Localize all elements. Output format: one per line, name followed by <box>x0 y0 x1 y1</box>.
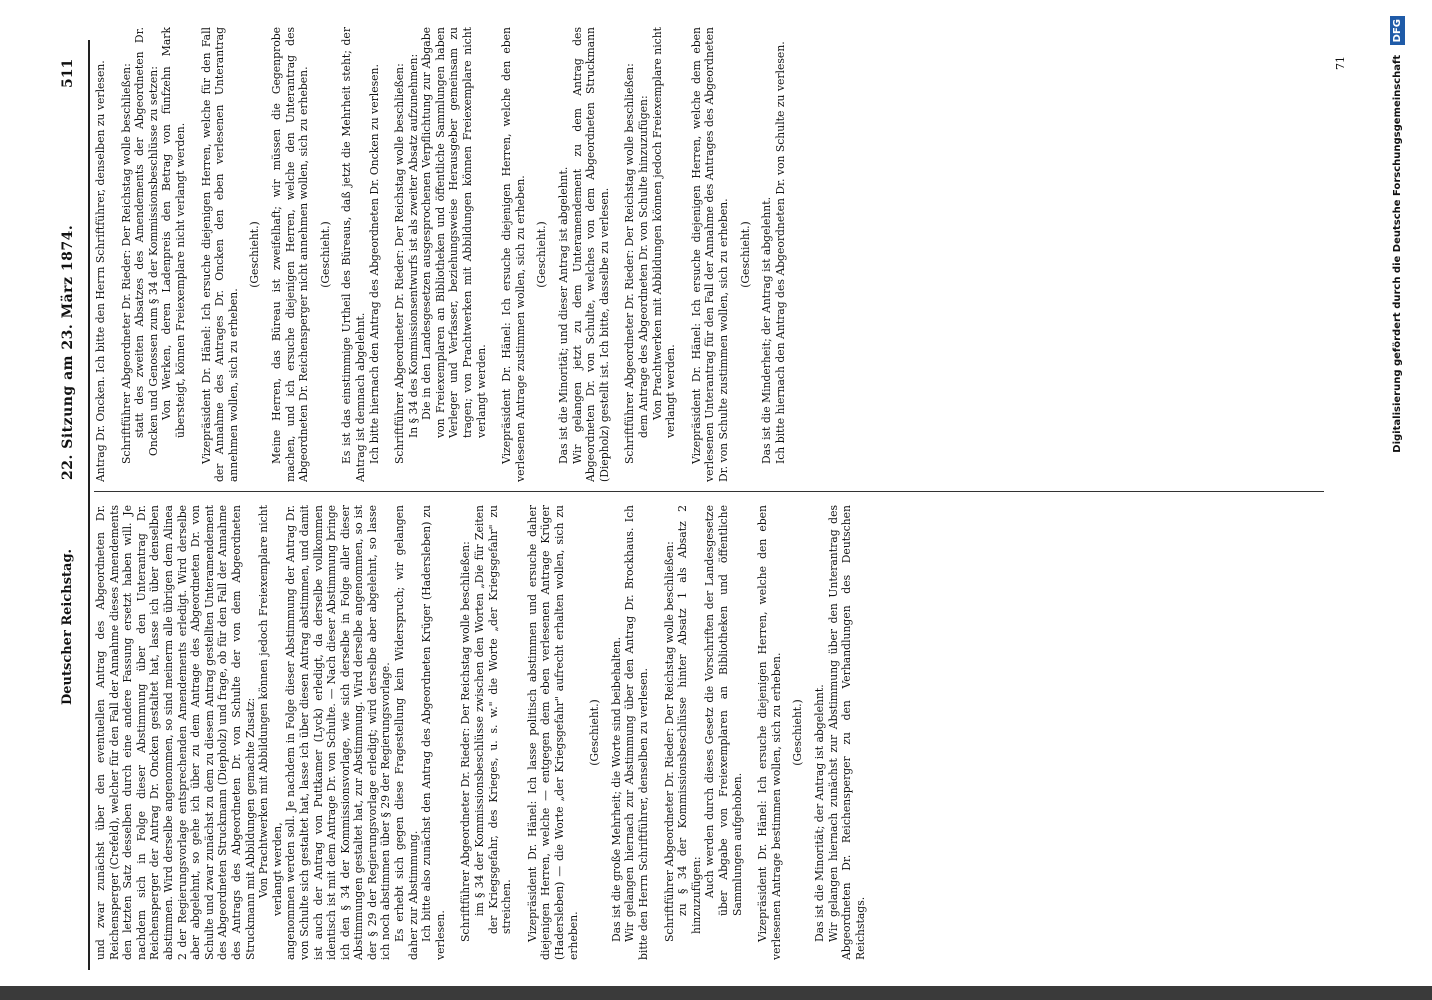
quoted-amendment: statt des zweiten Absatzes des Amendements der Abgeordneten Dr. Oncken und Genossen zum § 34 der Kommissionsbeschlüsse zu setzen: <box>133 27 160 456</box>
paragraph: Antrag Dr. Oncken. Ich bitte den Herrn Schriftführer, denselben zu verlesen. <box>94 60 107 482</box>
quoted-amendment: In § 34 des Kommissionsentwurfs ist als zweiter Absatz aufzunehmen: <box>406 53 420 438</box>
paragraph: Wir gelangen hiernach zunächst zur Abstimmung über den Unterantrag des Abgeordneten Dr. Reichensperger zu den Verhandlungen des Deutschen Reichstags. <box>826 505 867 960</box>
speaker-paragraph: Schriftführer Abgeordneter Dr. Rieder: Der Reichstag wolle beschließen: <box>119 63 133 464</box>
signature-mark: 71 <box>1334 56 1347 70</box>
speaker-paragraph: Schriftführer Abgeordneter Dr. Rieder: Der Reichstag wolle beschließen: <box>623 63 637 464</box>
quoted-amendment: zu § 34 der Kommissionsbeschlüsse hinter Absatz 1 als Absatz 2 hinzuzufügen: <box>676 505 703 934</box>
speaker-paragraph: Schriftführer Abgeordneter Dr. Rieder: Der Reichstag wolle beschließen: <box>459 541 473 942</box>
paragraph: Das ist die Minorität; der Antrag ist abgelehnt. <box>812 684 826 942</box>
paragraph: Es ist das einstimmige Urtheil des Büreaus, daß jetzt die Mehrheit steht; der Antrag ist demnach abgelehnt. <box>340 27 367 482</box>
paragraph: Wir gelangen hiernach zur Abstimmung über den Antrag Dr. Brockhaus. Ich bitte den Herrn Schriftführer, denselben zu verlesen. <box>623 505 650 960</box>
stage-direction: (Geschieht.) <box>535 221 549 288</box>
header-center: 22. Sitzung am 23. März 1874. <box>60 224 76 480</box>
speaker-paragraph: Vizepräsident Dr. Hänel: Ich ersuche diejenigen Herren, welche den eben verlesenen Antrage bestimmen wollen, sich zu erheben. <box>756 505 783 960</box>
quoted-amendment: Von Werken, deren Ladenpreis den Betrag von fünfzehn Mark übersteigt, können Freiexemplare nicht verlangt werden. <box>160 27 187 438</box>
paragraph: Das ist die Minderheit; der Antrag ist abgelehnt. <box>760 196 774 464</box>
paragraph: und zwar zunächst über den eventuellen Antrag des Abgeordneten Dr. Reichensperger (Crefeld), welcher für den Fall der Annahme dieses Amendements den letzten Satz desselben durch eine andere Fassung ersetzt haben will. Je nachdem sich in Folge dieser Abstimmung über den Unterantrag Dr. Reichensperger der Antrag Dr. Oncken gestaltet hat, lasse ich über denselben abstimmen. Wird derselbe angenommen, so sind meinerm alle übrigen dem Alinea 2 der Regierungsvorlage entsprechenden Amendements erledigt. Wird derselbe aber abgelehnt, so gehe ich über zu dem Antrage des Abgeordneten Dr. von Schulte und zwar zunächst zu dem zu diesem Antrag gestellten Unteramendement des Abgeordneten Struckmann (Diepholz) und frage, ob für den Fall der Annahme des Antrags des Abgeordneten Dr. von Schulte der von dem Abgeordneten Struckmann mit Abbildungen gemachte Zusatz: <box>94 505 257 960</box>
stage-direction: (Geschieht.) <box>318 221 332 288</box>
speaker-paragraph: Vizepräsident Dr. Hänel: Ich lasse politisch abstimmen und ersuche daher diejenigen Herren, welche — entgegen dem eben verlesenen Antrage Krüger (Hadersleben) — die Worte „der Kriegsgefahr" aufrecht erhalten wollen, sich zu erheben. <box>525 505 580 960</box>
paragraph: Es erhebt sich gegen diese Fragestellung kein Widerspruch; wir gelangen daher zur Abstimmung. <box>393 505 420 960</box>
left-column <box>94 505 1318 960</box>
quoted-amendment: dem Antrage des Abgeordneten Dr. von Schulte hinzuzufügen: <box>637 95 650 438</box>
paragraph: Ich bitte hiernach den Antrag des Abgeordneten Dr. Oncken zu verlesen. <box>367 64 381 464</box>
stage-direction: (Geschieht.) <box>738 221 752 288</box>
header-left: Deutscher Reichstag. <box>60 548 75 705</box>
funding-note-text: Digitalisierung gefördert durch die Deutsche Forschungsgemeinschaft <box>1392 54 1403 453</box>
stage-direction: (Geschieht.) <box>248 221 262 288</box>
paragraph: angenommen werden soll. Je nachdem in Folge dieser Abstimmung der Antrag Dr. von Schulte sich gestaltet hat, lasse ich über diesen Antrag abstimmen, und damit ist auch der Antrag von Puttkamer (Lyck) erledigt, da derselbe vollkommen identisch ist mit dem Antrage Dr. von Schulte. — Nach dieser Abstimmung bringe ich den § 34 der Kommissionsvorlage, wie sich derselbe in Folge aller dieser Abstimmungen gestaltet hat, zur Abstimmung. Wird derselbe angenommen, so ist der § 29 der Regierungsvorlage erledigt; wird derselbe aber abgelehnt, so lasse ich noch abstimmen über § 29 der Regierungsvorlage. <box>284 505 393 960</box>
column-divider <box>94 491 1324 492</box>
paragraph: Das ist die große Mehrheit; die Worte sind beibehalten. <box>609 636 623 942</box>
quoted-amendment: im § 34 der Kommissionsbeschlüsse zwischen den Worten „Die für Zeiten der Kriegsgefahr, des Krieges, u. s. w." die Worte „der Kriegsgefahr" zu streichen. <box>473 505 514 934</box>
paragraph: Ich bitte hiernach den Antrag des Abgeordneten Dr. von Schulte zu verlesen. <box>773 41 787 464</box>
stage-direction: (Geschieht.) <box>791 699 805 766</box>
quoted-amendment: Auch werden durch dieses Gesetz die Vorschriften der Landesgesetze über Abgabe von Freiexemplaren an Bibliotheken und öffentliche Sammlungen aufgehoben. <box>703 505 744 916</box>
speaker-paragraph: Vizepräsident Dr. Hänel: Ich ersuche diejenigen Herren, welche für den Fall der Annahme des Antrages Dr. Oncken den eben verlesenen Unterantrag annehmen wollen, sich zu erheben. <box>199 27 240 482</box>
funding-note <box>1390 16 1420 976</box>
dfg-logo: DFG <box>1390 16 1405 45</box>
paragraph: Das ist die Minorität; und dieser Antrag ist abgelehnt. <box>557 166 571 464</box>
quoted-amendment: Die in den Landesgesetzen ausgesprochenen Verpflichtung zur Abgabe von Freiexemplaren an Bibliotheken und öffentliche Sammlungen haben Verleger und Verfasser, beziehungsweise Herausgeber gemeinsam zu tragen; von Prachtwerken mit Abbildungen können Freiexemplare nicht verlangt werden. <box>420 27 488 438</box>
paragraph: Meine Herren, das Büreau ist zweifelhaft; wir müssen die Gegenprobe machen, und ich ersuche diejenigen Herren, welche den Unterantrag des Abgeordneten Dr. Reichensperger nicht annehmen wollen, sich zu erheben. <box>269 27 311 482</box>
paragraph: Ich bitte also zunächst den Antrag des Abgeordneten Krüger (Hadersleben) zu verlesen. <box>420 505 447 960</box>
header-rule <box>88 40 90 970</box>
quoted-amendment: Von Prachtwerken mit Abbildungen können jedoch Freiexemplare nicht verlangt werden, <box>257 505 284 916</box>
speaker-paragraph: Vizepräsident Dr. Hänel: Ich ersuche diejenigen Herren, welche dem eben verlesenen Unterantrag für den Fall der Annahme des Antrages des Abgeordneten Dr. von Schulte zustimmen wollen, sich zu erheben. <box>689 27 730 482</box>
speaker-paragraph: Schriftführer Abgeordneter Dr. Rieder: Der Reichstag wolle beschließen: <box>662 541 676 942</box>
paragraph: Wir gelangen jetzt zu dem Unteramendement zu dem Antrag des Abgeordneten Dr. von Schulte, welches von dem Abgeordneten Struckmann (Diepholz) gestellt ist. Ich bitte, dasselbe zu verlesen. <box>570 27 611 482</box>
right-column <box>94 27 1318 482</box>
stage-direction: (Geschieht.) <box>588 699 602 766</box>
quoted-amendment: Von Prachtwerken mit Abbildungen können jedoch Freiexemplare nicht verlangt werden. <box>650 27 678 438</box>
speaker-paragraph: Vizepräsident Dr. Hänel: Ich ersuche diejenigen Herren, welche den eben verlesenen Antrage zustimmen wollen, sich zu erheben. <box>500 27 527 482</box>
page-number: 511 <box>60 58 76 88</box>
speaker-paragraph: Schriftführer Abgeordneter Dr. Rieder: Der Reichstag wolle beschließen: <box>393 63 407 464</box>
scan-edge <box>0 986 1432 1000</box>
